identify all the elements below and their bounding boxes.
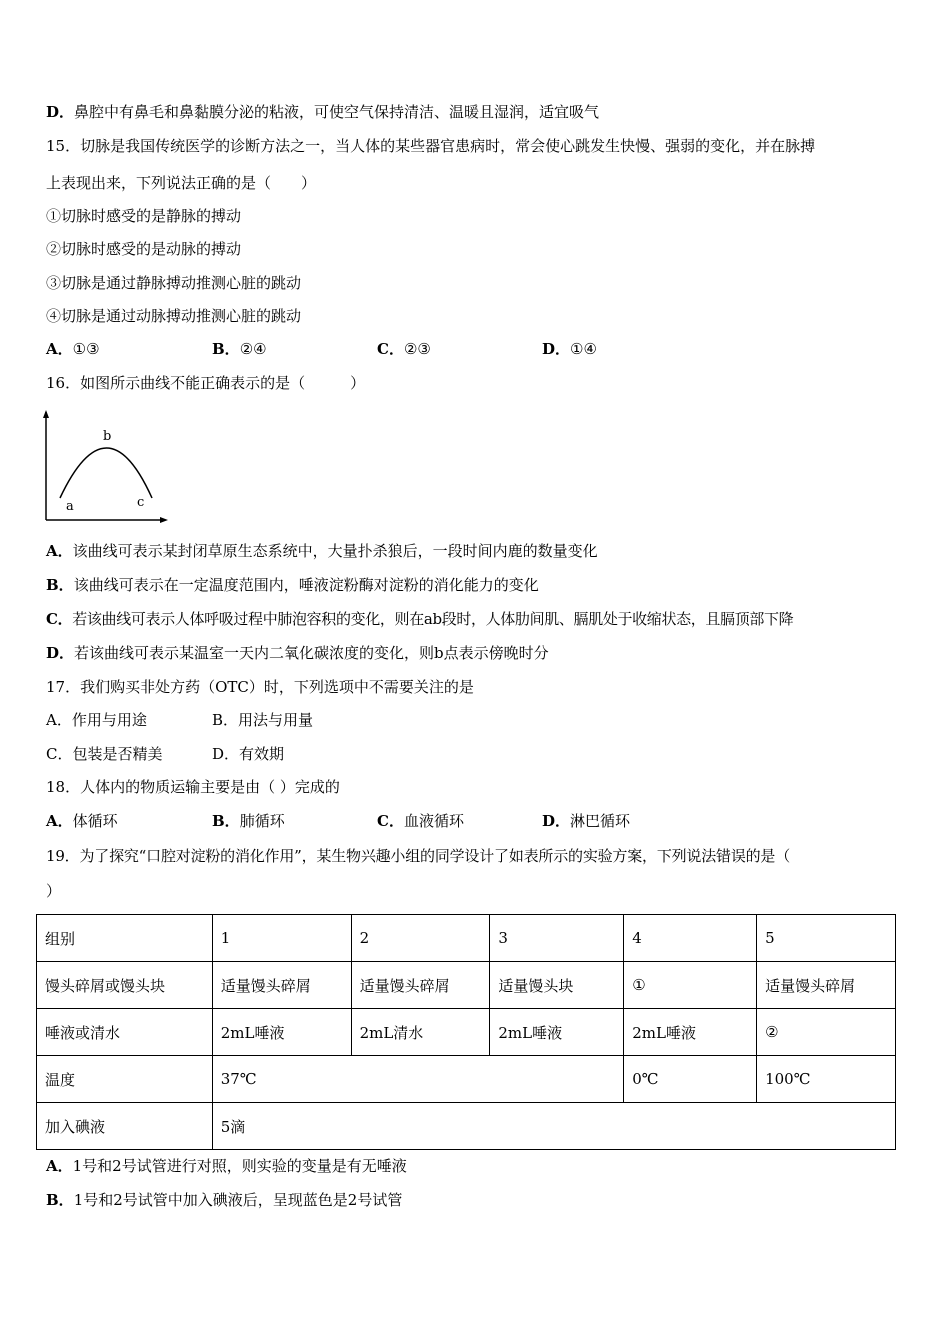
option-text: ①④ [570,340,597,358]
q19-option-b [46,1190,402,1210]
table-cell: 温度 [37,1056,213,1103]
q18-option-c [377,811,464,831]
option-text: 体循环 [72,812,118,830]
option-label: B． [212,812,240,830]
q15-item-1: ①切脉时感受的是静脉的搏动 [46,207,242,225]
table-cell: 组别 [37,915,213,962]
table-row-group [37,915,896,962]
table-cell: ② [757,1009,896,1056]
option-text: 该曲线可表示某封闭草原生态系统中，大量扑杀狼后，一段时间内鹿的数量变化 [72,542,598,560]
option-label: D． [46,103,75,121]
option-label: C． [377,340,404,358]
table-cell: 3 [490,915,624,962]
q15-option-d [542,339,597,359]
q16-option-d [46,643,549,663]
q15-option-c [377,339,431,359]
table-cell: 4 [624,915,757,962]
q17-stem: 17．我们购买非处方药（OTC）时，下列选项中不需要关注的是 [46,678,474,696]
q15-stem-line1: 15．切脉是我国传统医学的诊断方法之一，当人体的某些器官患病时，常会使心跳发生快慢、强弱的变化，并在脉搏 [46,137,816,155]
option-text: ①③ [72,340,100,358]
q15-item-4: ④切脉是通过动脉搏动推测心脏的跳动 [46,307,302,325]
q15-stem-line2: 上表现出来，下列说法正确的是（ ） [46,174,317,192]
option-text: ②④ [239,340,267,358]
q16-curve-graph [40,408,170,526]
table-cell: 适量馒头块 [490,962,624,1009]
table-cell: 100℃ [757,1056,896,1103]
option-text: ②③ [403,340,431,358]
q15-item-2: ②切脉时感受的是动脉的搏动 [46,240,242,258]
option-text: 淋巴循环 [570,812,631,830]
table-cell: 馒头碎屑或馒头块 [37,962,213,1009]
table-cell: 唾液或清水 [37,1009,213,1056]
option-label: B． [46,1191,74,1209]
option-text: 肺循环 [239,812,285,830]
option-label: A． [46,812,73,830]
option-text: 1号和2号试管中加入碘液后，呈现蓝色是2号试管 [73,1191,403,1209]
table-cell: 适量馒头碎屑 [351,962,490,1009]
q19-stem-line1: 19．为了探究“口腔对淀粉的消化作用”，某生物兴趣小组的同学设计了如表所示的实验方案，下列说法错误的是（ [46,847,791,865]
q18-option-d [542,811,630,831]
q18-option-b [212,811,285,831]
option-text: 若该曲线可表示人体呼吸过程中肺泡容积的变化，则在ab段时，人体肋间肌、膈肌处于收缩状态，且膈顶部下降 [72,610,794,628]
table-cell: 适量馒头碎屑 [212,962,351,1009]
y-axis-arrow [43,410,49,418]
option-label: C． [377,812,404,830]
table-cell: 2mL唾液 [490,1009,624,1056]
table-cell: 加入碘液 [37,1103,213,1150]
q15-item-3: ③切脉是通过静脉搏动推测心脏的跳动 [46,274,302,292]
option-label: D． [542,340,571,358]
option-text: 鼻腔中有鼻毛和鼻黏膜分泌的粘液，可使空气保持清洁、温暖且湿润，适宜吸气 [74,103,600,121]
table-cell: 1 [212,915,351,962]
point-a-label: a [66,499,74,514]
q16-option-c [46,609,793,629]
table-cell: 2mL清水 [351,1009,490,1056]
q17-option-d: D．有效期 [212,745,285,763]
table-cell: ① [624,962,757,1009]
q16-stem: 16．如图所示曲线不能正确表示的是（ ） [46,374,366,392]
table-cell: 37℃ [212,1056,624,1103]
table-cell: 2 [351,915,490,962]
q16-option-a [46,541,598,561]
option-label: D． [542,812,571,830]
table-cell: 适量馒头碎屑 [757,962,896,1009]
option-label: D． [46,644,75,662]
option-text: 血液循环 [403,812,464,830]
table-row-liquid [37,1009,896,1056]
option-label: A． [46,1157,73,1175]
option-label: B． [46,576,74,594]
q17-option-c: C．包装是否精美 [46,745,163,763]
x-axis-arrow [160,517,168,523]
q16-option-b [46,575,539,595]
option-label: C． [46,610,73,628]
table-row-temperature [37,1056,896,1103]
table-cell: 5滴 [212,1103,895,1150]
q19-stem-line2: ） [46,882,62,900]
table-cell: 5 [757,915,896,962]
parabola-curve [60,448,152,498]
option-text: 若该曲线可表示某温室一天内二氧化碳浓度的变化，则b点表示傍晚时分 [74,644,549,662]
q18-option-a [46,811,118,831]
q17-option-a: A．作用与用途 [46,711,147,729]
table-row-bread [37,962,896,1009]
q19-option-a [46,1156,407,1176]
option-text: 该曲线可表示在一定温度范围内，唾液淀粉酶对淀粉的消化能力的变化 [73,576,539,594]
option-text: 1号和2号试管进行对照，则实验的变量是有无唾液 [72,1157,407,1175]
table-cell: 2mL唾液 [624,1009,757,1056]
q18-stem: 18．人体内的物质运输主要是由（ ）完成的 [46,778,340,796]
point-c-label: c [137,495,145,510]
q17-option-b: B．用法与用量 [212,711,314,729]
option-label: B． [212,340,240,358]
option-label: A． [46,340,73,358]
q15-option-b [212,339,267,359]
q14-option-d [46,102,599,122]
q19-experiment-table [36,914,896,1150]
table-cell: 2mL唾液 [212,1009,351,1056]
option-label: A． [46,542,73,560]
table-cell: 0℃ [624,1056,757,1103]
table-row-iodine [37,1103,896,1150]
q15-option-a [46,339,100,359]
point-b-label: b [103,429,112,444]
